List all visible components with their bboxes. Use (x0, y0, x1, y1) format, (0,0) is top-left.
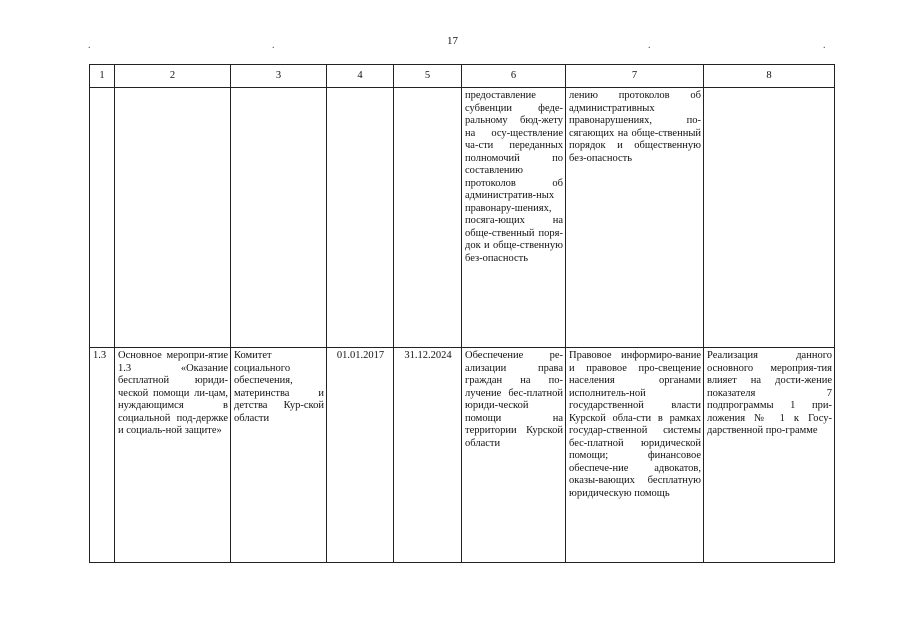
table-cell (115, 88, 231, 348)
table-cell (90, 88, 115, 348)
activity-name-cell: Основное меропри-ятие 1.3 «Оказание бесплатной юриди-ческой помощи ли-цам, нуждающимся в социальной под-держке и социаль-ной защите» (115, 348, 231, 563)
table-cell (231, 88, 327, 348)
main-activities-cell: Правовое информиро-вание и правовое про-свещение населения органами исполнитель-ной государственной власти Курской обла-сти в рамках государ-ственной системы бес-платной юридической помощи; финансовое обеспече-ние адвокатов, оказы-вающих бесплатную юридическую помощь (566, 348, 704, 563)
expected-result-cell: предоставление субвенции феде-ральному бюд-жету на осу-ществление ча-сти переданных полномочий по составлению протоколов об административ-ных правонару-шениях, посяга-ющих на обще-ственный поря-док и обще-ственную без-опасность (462, 88, 566, 348)
table-row-continuation (90, 88, 835, 348)
table-cell (704, 88, 835, 348)
executor-cell: Комитет социального обеспечения, материнства и детства Кур-ской области (231, 348, 327, 563)
column-header: 6 (462, 65, 566, 88)
column-header: 8 (704, 65, 835, 88)
scan-dot: . (88, 40, 91, 51)
table-cell (394, 88, 462, 348)
program-table (89, 64, 835, 563)
table-header-row (90, 65, 835, 88)
column-header: 2 (115, 65, 231, 88)
scan-dot: . (823, 40, 826, 51)
row-number-cell: 1.3 (90, 348, 115, 563)
expected-result-cell: Обеспечение ре-ализации права граждан на по-лучение бес-платной юриди-ческой помощи на территории Курской области (462, 348, 566, 563)
indicator-link-cell: Реализация данного основного мероприя-тия влияет на дости-жение показателя 7 подпрограммы 1 при-ложения № 1 к Госу-дарственной про-грамме (704, 348, 835, 563)
column-header: 5 (394, 65, 462, 88)
column-header: 4 (327, 65, 394, 88)
column-header: 1 (90, 65, 115, 88)
column-header: 3 (231, 65, 327, 88)
main-activities-cell: лению протоколов об административных правонарушениях, по-сягающих на обще-ственный порядок и общественную без-опасность (566, 88, 704, 348)
end-date-cell: 31.12.2024 (394, 348, 462, 563)
scan-dot: . (648, 40, 651, 51)
table-cell (327, 88, 394, 348)
page-number: 17 (447, 35, 458, 47)
column-header: 7 (566, 65, 704, 88)
scan-dot: . (272, 40, 275, 51)
table-row-1-3 (90, 348, 835, 563)
start-date-cell: 01.01.2017 (327, 348, 394, 563)
